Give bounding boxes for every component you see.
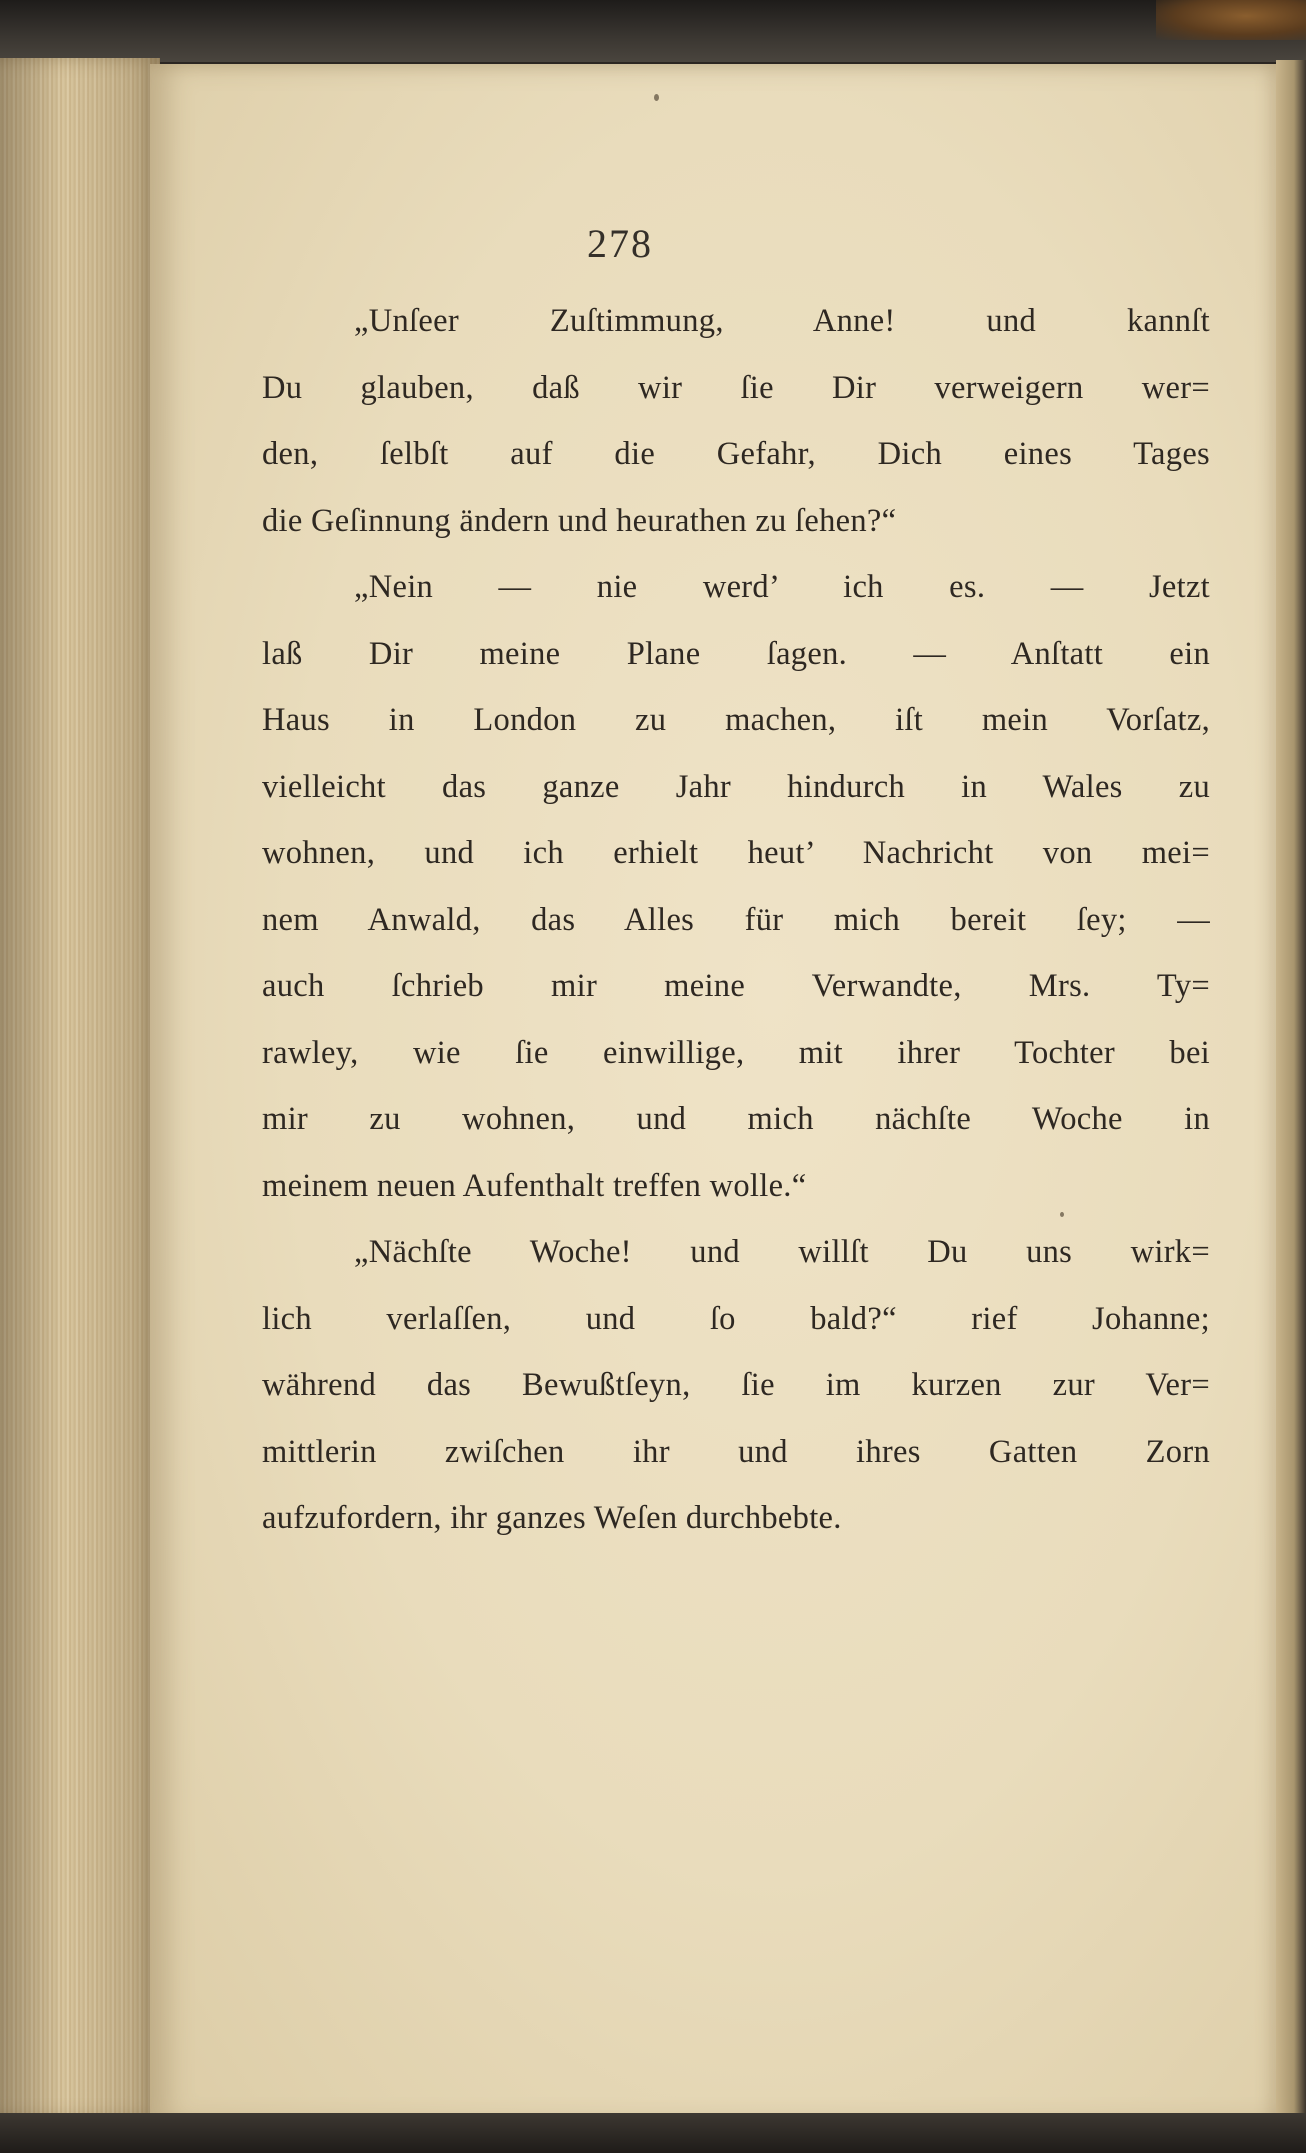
text-line: auch ſchrieb mir meine Verwandte, Mrs. Ty= — [262, 968, 1210, 1004]
text-line: Du glauben, daß wir ſie Dir verweigern wer= — [262, 369, 1210, 406]
page-edges-shade — [0, 58, 160, 2118]
text-line: „Nächſte Woche! und willſt Du uns wirk= — [354, 1234, 1210, 1270]
text-line: „Nein — nie werd’ ich es. — Jetzt — [354, 569, 1210, 605]
binding-top-edge — [0, 0, 1306, 62]
text-line: laß Dir meine Plane ſagen. — Anſtatt ein — [262, 635, 1210, 672]
text-line: nem Anwald, das Alles für mich bereit ſey; — — [262, 901, 1210, 938]
text-line: wohnen, und ich erhielt heut’ Nachricht von mei= — [262, 835, 1210, 871]
right-page-edge — [1276, 60, 1306, 2153]
text-line: die Geſinnung ändern und heurathen zu ſehen?“ — [262, 502, 897, 539]
text-line: rawley, wie ſie einwillige, mit ihrer Tochter bei — [262, 1034, 1210, 1071]
binding-bottom-edge — [0, 2113, 1306, 2153]
paper-speck — [654, 94, 659, 101]
page-number: 278 — [587, 221, 653, 266]
text-line: meinem neuen Aufenthalt treffen wolle.“ — [262, 1167, 807, 1204]
text-line: den, ſelbſt auf die Gefahr, Dich eines Tages — [262, 436, 1210, 472]
body-text — [262, 288, 1210, 1552]
text-line: „Unſeer Zuſtimmung, Anne! und kannſt — [354, 303, 1210, 339]
text-line: mittlerin zwiſchen ihr und ihres Gatten Zorn — [262, 1433, 1210, 1470]
text-line: vielleicht das ganze Jahr hindurch in Wales zu — [262, 768, 1210, 805]
corner-stain — [1156, 0, 1306, 40]
text-line: aufzufordern, ihr ganzes Weſen durchbebte. — [262, 1500, 842, 1536]
text-line: lich verlaſſen, und ſo bald?“ rief Johanne; — [262, 1300, 1210, 1337]
text-line: während das Bewußtſeyn, ſie im kurzen zur Ver= — [262, 1367, 1210, 1403]
text-line: Haus in London zu machen, iſt mein Vorſatz, — [262, 702, 1210, 738]
text-line: mir zu wohnen, und mich nächſte Woche in — [262, 1101, 1210, 1137]
